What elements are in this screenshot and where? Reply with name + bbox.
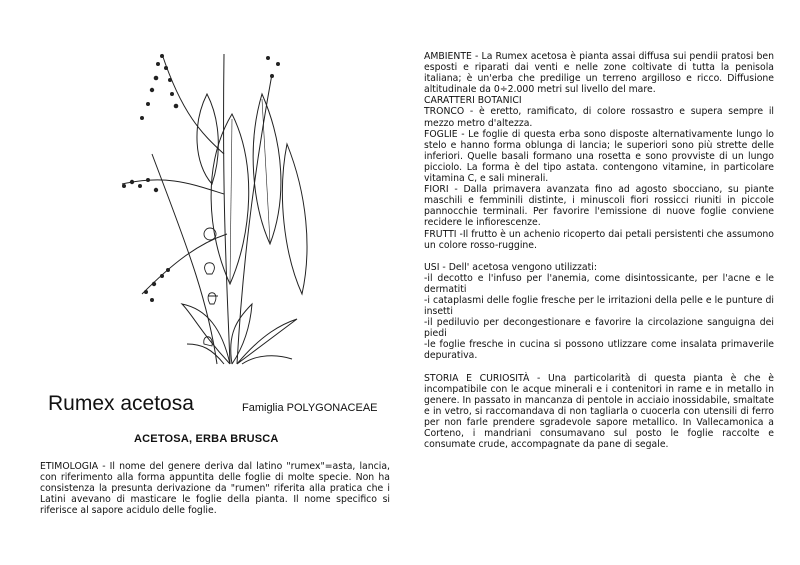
- fiori-paragraph: FIORI - Dalla primavera avanzata fino ad agosto sbocciano, su piante maschili e femminili distinte, i minuscoli fiori rossicci riuniti in piccole pannocchie terminali. Per favorire l'emissione di nuove foglie conviene recidere le infiorescenze.: [424, 184, 774, 229]
- description-column: [424, 51, 774, 450]
- storia-paragraph: STORIA E CURIOSITÀ - Una particolarità di questa pianta è che è incompatibile con le acque minerali e i contenitori in rame e in metallo in genere. In passato in mancanza di pentole in acciaio inossidabile, smaltate e in vetro, si raccomandava di non tagliarla o cuocerla con utensili di ferro per non farle prendere sgradevole sapore metallico. In Vallecamonica a Corteno, i mandriani consumavano sul posto le foglie raccolte e consumate crude, accompagnate da pane di segale.: [424, 372, 774, 451]
- scientific-name: Rumex acetosa: [48, 392, 194, 415]
- family-name: Famiglia POLYGONACEAE: [242, 402, 378, 414]
- usi-item: -i cataplasmi delle foglie fresche per le irritazioni della pelle e le punture di insetti: [424, 294, 774, 318]
- usi-item: -il pediluvio per decongestionare e favorire la circolazione sanguigna dei piedi: [424, 317, 774, 340]
- common-names: ACETOSA, ERBA BRUSCA: [134, 433, 279, 445]
- usi-item: -le foglie fresche in cucina si possono utlizzare come insalata primaverile depurativa.: [424, 339, 774, 362]
- tronco-paragraph: TRONCO - è eretto, ramificato, di colore rossastro e supera sempre il mezzo metro d'altezza.: [424, 106, 774, 129]
- ambiente-paragraph: AMBIENTE - La Rumex acetosa è pianta assai diffusa sui pendii pratosi ben esposti e riparati dai venti e nelle zone coltivate di tutta la penisola italiana; è un'erba che predilige un terreno argilloso e ricco. Diffusione altitudinale da 0÷2.000 metri sul livello del mare.: [424, 51, 774, 96]
- usi-item: -il decotto e l'infuso per l'anemia, come disintossicante, per l'acne e le dermatiti: [424, 272, 774, 295]
- plant-illustration: [112, 34, 328, 370]
- etymology-paragraph: ETIMOLOGIA - Il nome del genere deriva dal latino "rumex"=asta, lancia, con riferimento alla forma appuntita delle foglie di molte specie. Non ha consistenza la presunta derivazione da "rumen" riferita alla pratica che i Latini avevano di masticare le foglie della pianta. Il nome specifico si riferisce al sapore acidulo delle foglie.: [40, 461, 390, 517]
- foglie-paragraph: FOGLIE - Le foglie di questa erba sono disposte alternativamente lungo lo stelo e hanno forma oblunga di lancia; le superiori sono più strette delle inferiori. Quelle basali formano una rosetta e sono provviste di un lungo picciolo. La forma è del tipo astata. contengono vitamine, in particolare vitamina C, e sali minerali.: [424, 128, 774, 185]
- caratteri-heading: CARATTERI BOTANICI: [424, 95, 522, 107]
- usi-heading: USI - Dell' acetosa vengono utilizzati:: [424, 261, 597, 273]
- frutti-paragraph: FRUTTI -Il frutto è un achenio ricoperto dai petali persistenti che assumono un colore rosso-ruggine.: [424, 228, 774, 251]
